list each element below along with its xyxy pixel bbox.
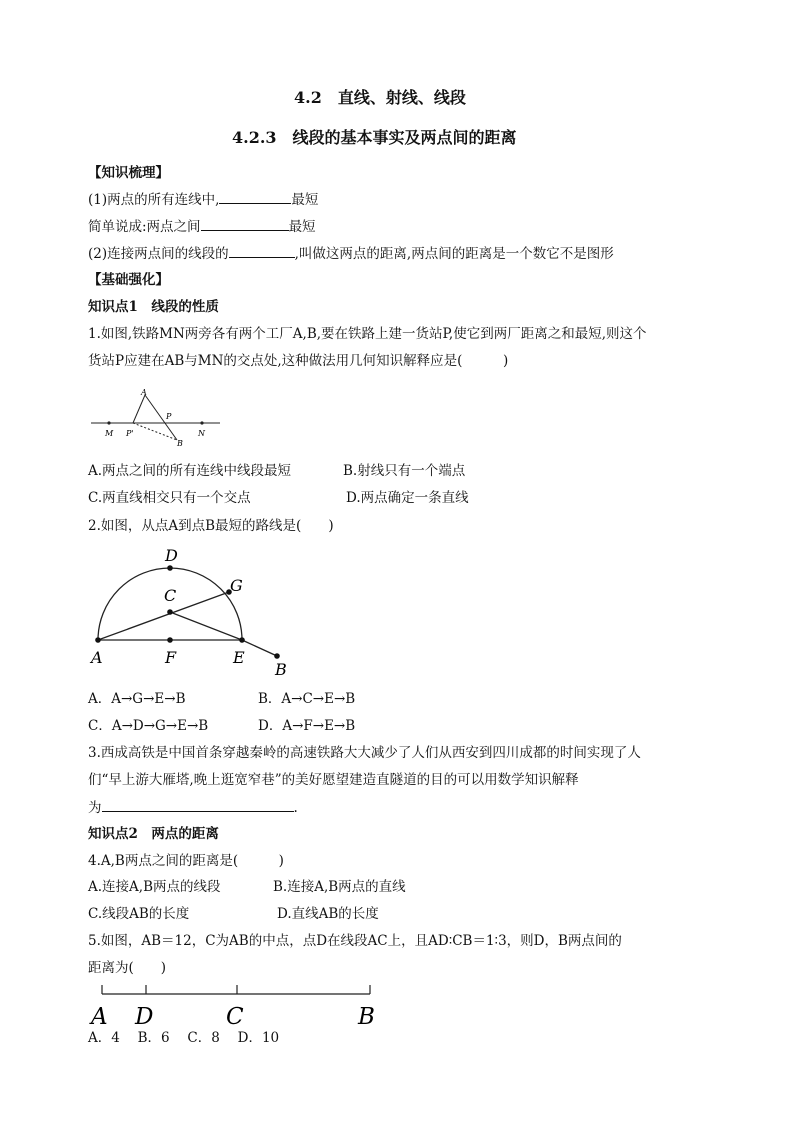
section-title: 4.2 直线、射线、线段 xyxy=(294,88,466,107)
knowledge-line-2-pre: 简单说成:两点之间 xyxy=(88,219,201,235)
point-n xyxy=(200,421,203,424)
q4-option-c: C.线段AB的长度 xyxy=(88,906,190,922)
segment-ce xyxy=(170,612,242,640)
label-m: M xyxy=(105,429,114,438)
segment-eb xyxy=(242,640,277,656)
q5-stem-line-1: 5.如图，AB＝12，C为AB的中点，点D在线段AC上，且AD∶CB＝1∶3，则D，B两点间的 xyxy=(88,933,622,949)
q2-stem: 2.如图，从点A到点B最短的路线是( ) xyxy=(88,518,334,534)
label-e: E xyxy=(233,648,245,667)
q4-option-b: B.连接A,B两点的直线 xyxy=(273,879,406,895)
subsection-title: 4.2.3 线段的基本事实及两点间的距离 xyxy=(232,128,517,147)
knowledge-line-3 xyxy=(88,244,614,263)
knowledge-line-3-post: ,叫做这两点的距离,两点间的距离是一个数它不是图形 xyxy=(294,246,614,262)
label-a: A xyxy=(91,648,103,667)
knowledge-line-2 xyxy=(88,217,316,236)
q4-option-a: A.连接A,B两点的线段 xyxy=(88,879,221,895)
knowledge-line-2-post: 最短 xyxy=(288,219,316,235)
answer-blank xyxy=(102,798,294,812)
label-c: C xyxy=(226,1004,244,1030)
q2-option-a: A．A→G→E→B xyxy=(88,691,186,707)
point-m xyxy=(107,421,110,424)
knowledge-line-1-pre: (1)两点的所有连线中, xyxy=(88,192,220,208)
q3-stem-line-3-post: . xyxy=(293,800,298,816)
q3-stem-line-3 xyxy=(88,798,298,817)
q4-option-d: D.直线AB的长度 xyxy=(277,906,379,922)
q1-stem-line-1: 1.如图,铁路MN两旁各有两个工厂A,B,要在铁路上建一货站P,使它到两厂距离之和最短,则这个 xyxy=(88,326,647,342)
answer-blank xyxy=(219,190,291,204)
q1-figure xyxy=(88,380,228,450)
answer-blank xyxy=(201,217,289,231)
label-n: N xyxy=(198,429,205,438)
label-c: C xyxy=(164,586,177,605)
label-p-prime: P' xyxy=(126,429,134,438)
answer-blank xyxy=(229,244,295,258)
knowledge-line-1 xyxy=(88,190,318,209)
label-p: P xyxy=(166,412,172,421)
q2-option-b: B．A→C→E→B xyxy=(258,691,356,707)
q5-options: A．4 B．6 C．8 D．10 xyxy=(88,1030,280,1046)
knowledge-heading: 【知识梳理】 xyxy=(88,165,169,181)
point-d xyxy=(167,565,173,571)
q3-stem-line-2: 们“早上游大雁塔,晚上逛宽窄巷”的美好愿望建造直隧道的目的可以用数学知识解释 xyxy=(88,772,579,788)
basic-heading: 【基础强化】 xyxy=(88,272,169,288)
q1-option-d: D.两点确定一条直线 xyxy=(346,490,469,506)
q2-option-d: D．A→F→E→B xyxy=(258,718,356,734)
q1-option-a: A.两点之间的所有连线中线段最短 xyxy=(88,463,292,479)
knowledge-point-1: 知识点1 线段的性质 xyxy=(88,299,219,315)
label-b: B xyxy=(177,439,183,448)
segment-ap-prime xyxy=(133,395,145,423)
label-a: A xyxy=(141,388,147,397)
label-b: B xyxy=(358,1004,375,1030)
knowledge-line-1-post: 最短 xyxy=(291,192,319,208)
q3-stem-line-1: 3.西成高铁是中国首条穿越秦岭的高速铁路大大减少了人们从西安到四川成都的时间实现了人 xyxy=(88,745,641,761)
label-f: F xyxy=(165,648,177,667)
q5-figure xyxy=(88,982,388,1030)
label-d: D xyxy=(135,1004,154,1030)
label-d: D xyxy=(165,546,178,565)
knowledge-point-2: 知识点2 两点的距离 xyxy=(88,826,219,842)
point-f xyxy=(167,637,173,643)
q4-stem: 4.A,B两点之间的距离是( ) xyxy=(88,853,284,869)
label-b: B xyxy=(275,660,287,679)
q2-option-c: C．A→D→G→E→B xyxy=(88,718,209,734)
q1-option-b: B.射线只有一个端点 xyxy=(343,463,466,479)
point-b xyxy=(274,653,280,659)
q5-stem-line-2: 距离为( ) xyxy=(88,960,167,976)
label-a: A xyxy=(91,1004,108,1030)
q1-option-c: C.两直线相交只有一个交点 xyxy=(88,490,251,506)
knowledge-line-3-pre: (2)连接两点间的线段的 xyxy=(88,246,229,262)
q3-stem-line-3-pre: 为 xyxy=(88,800,102,816)
point-e xyxy=(239,637,245,643)
point-a xyxy=(95,637,101,643)
point-c xyxy=(167,609,173,615)
segment-ab xyxy=(145,395,177,440)
q1-stem-line-2: 货站P应建在AB与MN的交点处,这种做法用几何知识解释应是( ) xyxy=(88,353,509,369)
label-g: G xyxy=(230,576,243,595)
q2-figure xyxy=(88,545,298,680)
